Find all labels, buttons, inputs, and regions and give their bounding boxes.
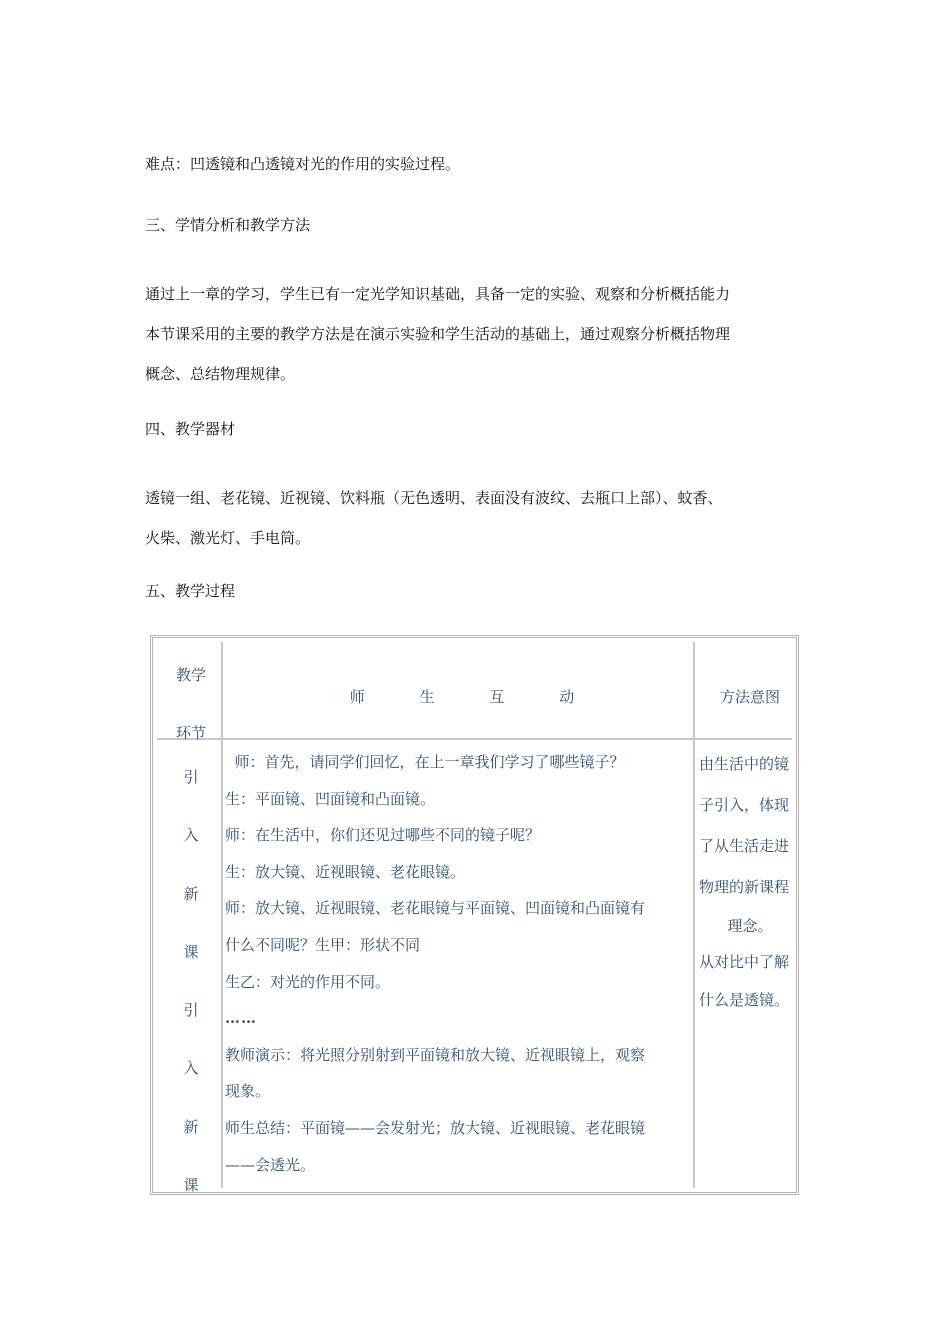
ellipsis-line: …… (225, 1009, 257, 1028)
dialogue-line: 什么不同呢？生甲：形状不同 (225, 935, 421, 954)
section-heading-equipment: 四、教学器材 (145, 420, 236, 438)
dialogue-line: 教师演示：将光照分别射到平面镜和放大镜、近视眼镜上，观察 (225, 1045, 646, 1064)
analysis-paragraph (145, 274, 730, 394)
interaction-cell (225, 744, 697, 1183)
paragraph-line: 透镜一组、老花镜、近视镜、饮料瓶（无色透明、表面没有波纹、去瓶口上部）、蚊香、 (145, 489, 723, 507)
dialogue-line: 师：放大镜、近视眼镜、老花眼镜与平面镜、凹面镜和凸面镜有 (225, 899, 646, 918)
dialogue-line: 现象。 (225, 1082, 271, 1101)
difficulty-text: 难点：凹透镜和凸透镜对光的作用的实验过程。 (145, 155, 461, 173)
paragraph-line: 本节课采用的主要的教学方法是在演示实验和学生活动的基础上，通过观察分析概括物理 (145, 325, 731, 343)
section-heading-process: 五、教学过程 (145, 582, 236, 600)
stage-char: 新 (183, 884, 199, 903)
row-divider (157, 738, 792, 740)
method-line: 由生活中的镜 (699, 755, 790, 773)
equipment-paragraph (145, 478, 723, 558)
header-interaction (227, 686, 697, 707)
dialogue-line: ——会透光。 (225, 1155, 316, 1174)
method-cell (699, 744, 801, 1021)
header-method: 方法意图 (719, 688, 780, 706)
stage-char: 课 (183, 942, 199, 961)
header-stage-line: 教学 (175, 666, 206, 684)
dialogue-line: 师：首先，请同学们回忆，在上一章我们学习了哪些镜子？ (225, 753, 625, 771)
stage-char: 入 (183, 826, 199, 845)
stage-char: 新 (183, 1117, 199, 1136)
header-interaction-char: 动 (559, 688, 575, 706)
header-interaction-char: 互 (489, 688, 505, 706)
section-heading-analysis: 三、学情分析和教学方法 (145, 216, 311, 234)
dialogue-line: 生：放大镜、近视眼镜、老花眼镜。 (225, 862, 466, 881)
paragraph-line: 通过上一章的学习，学生已有一定光学知识基础，具备一定的实验、观察和分析概括能力 (145, 285, 731, 303)
paragraph-line: 火柴、激光灯、手电筒。 (145, 529, 311, 547)
stage-char: 引 (183, 1001, 199, 1020)
stage-char: 课 (183, 1176, 199, 1195)
teaching-process-table (150, 635, 799, 1195)
header-interaction-char: 生 (419, 688, 435, 706)
method-line: 物理的新课程 (699, 878, 790, 896)
method-line: 从对比中了解 (699, 953, 790, 971)
method-line: 理念。 (727, 917, 773, 935)
stage-cell (159, 748, 223, 1214)
header-stage (159, 646, 223, 762)
dialogue-line: 生：平面镜、凹面镜和凸面镜。 (225, 789, 436, 808)
method-line: 子引入，体现 (699, 796, 790, 814)
method-line: 了从生活走进 (699, 837, 790, 855)
header-interaction-char: 师 (349, 688, 365, 706)
stage-char: 引 (183, 768, 199, 786)
dialogue-line: 师：在生活中，你们还见过哪些不同的镜子呢？ (225, 826, 541, 845)
header-stage-line: 环节 (175, 724, 206, 742)
dialogue-line: 师生总结：平面镜——会发射光；放大镜、近视眼镜、老花眼镜 (225, 1118, 646, 1137)
stage-char: 入 (183, 1059, 199, 1078)
dialogue-line: 生乙：对光的作用不同。 (225, 972, 391, 991)
paragraph-line: 概念、总结物理规律。 (145, 365, 296, 383)
method-line: 什么是透镜。 (699, 991, 790, 1009)
